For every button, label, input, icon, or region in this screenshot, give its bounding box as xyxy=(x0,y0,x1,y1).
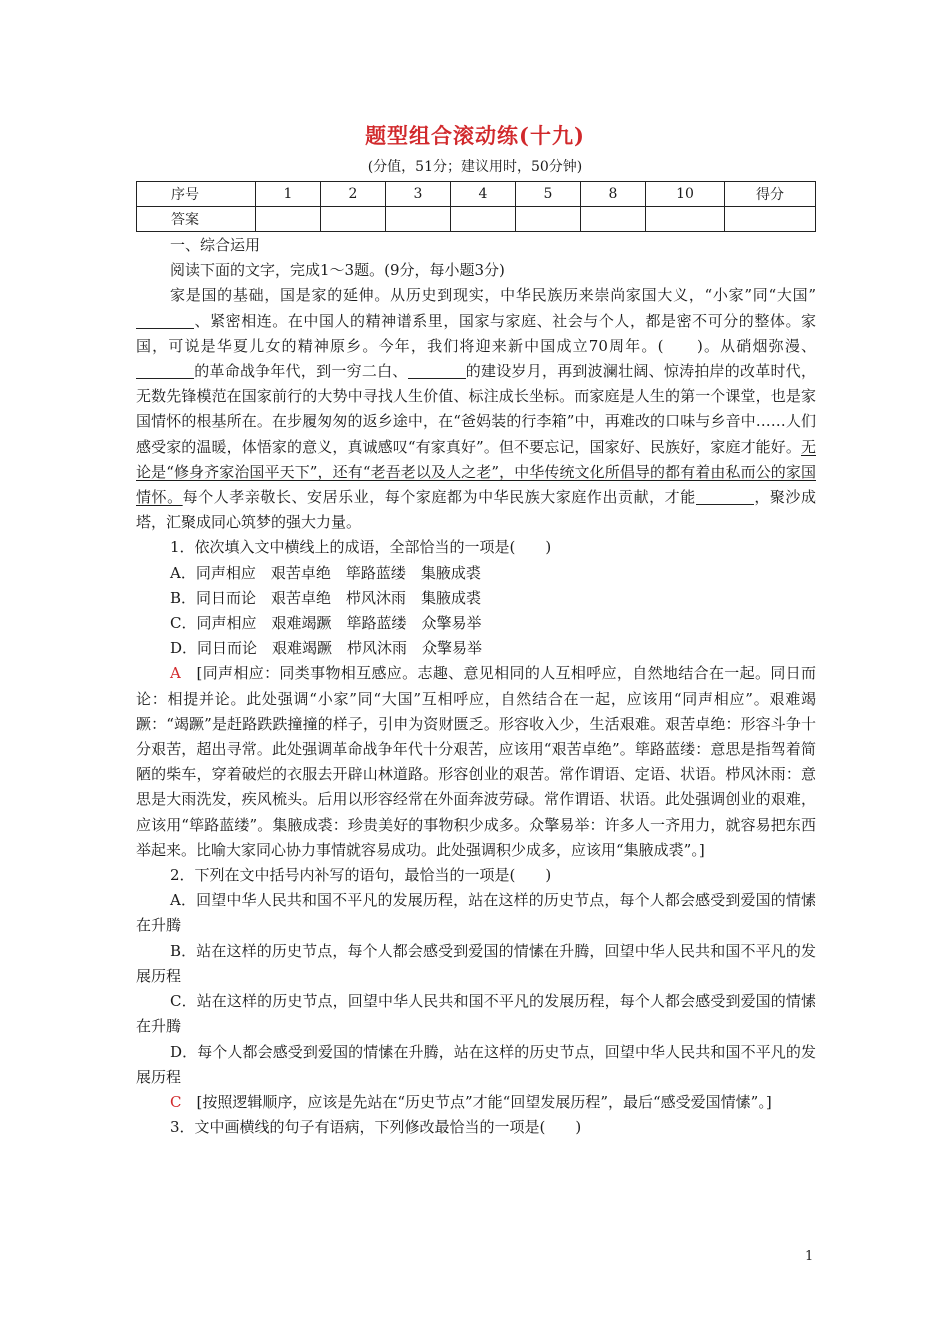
answer-cell xyxy=(321,207,386,232)
section-heading: 一、综合运用 xyxy=(170,236,261,254)
question-1-option-c: C．同声相应 艰难竭蹶 筚路蓝缕 众擎易举 xyxy=(170,614,482,633)
answer-blank xyxy=(136,363,194,379)
reading-passage xyxy=(136,283,816,535)
page-title: 题型组合滚动练(十九) xyxy=(365,123,585,148)
question-2-option-d: D．每个人都会感受到爱国的情愫在升腾，站在这样的历史节点，回望中华人民共和国不平凡的发展历程 xyxy=(136,1042,816,1086)
table-row xyxy=(137,182,816,207)
passage-text: 家是国的基础，国是家的延伸。从历史到现实，中华民族历来崇尚家国大义，“小家”同“大国” xyxy=(170,286,816,305)
underlined-sentence: 无论是“修身齐家治国平天下”，还有“老吾老以及人之老”，中华传统文化所倡导的都有着由私而公的家国情怀。 xyxy=(136,437,816,507)
answer-cell xyxy=(516,207,581,232)
question-3-stem: 3．文中画横线的句子有语病，下列修改最恰当的一项是( ) xyxy=(170,1118,582,1137)
page-number: 1 xyxy=(805,1249,814,1264)
answer-cell xyxy=(725,207,816,232)
answer-cell xyxy=(451,207,516,232)
passage-text: ，聚沙成塔，汇聚成同心筑梦的强大力量。 xyxy=(136,488,816,532)
table-row xyxy=(137,207,816,232)
table-cell: 10 xyxy=(646,182,725,207)
passage-text: 的革命战争年代，到一穷二白、 xyxy=(194,362,408,381)
table-cell: 序号 xyxy=(137,182,256,207)
score-table xyxy=(136,181,816,232)
question-2-option-b: B．站在这样的历史节点，每个人都会感受到爱国的情愫在升腾，回望中华人民共和国不平凡的发展历程 xyxy=(136,941,816,985)
explanation-text: [按照逻辑顺序，应该是先站在“历史节点”才能“回望发展历程”，最后“感受爱国情愫”。] xyxy=(181,1092,772,1111)
answer-blank xyxy=(136,313,194,329)
answer-blank xyxy=(696,489,754,505)
page-subtitle: (分值，51分；建议用时，50分钟) xyxy=(367,159,583,175)
table-cell: 2 xyxy=(321,182,386,207)
question-2-option-c: C．站在这样的历史节点，回望中华人民共和国不平凡的发展历程，每个人都会感受到爱国的情愫在升腾 xyxy=(136,992,816,1036)
question-1-option-d: D．同日而论 艰难竭蹶 栉风沐雨 众擎易举 xyxy=(170,639,483,658)
question-1-stem: 1．依次填入文中横线上的成语，全部恰当的一项是( ) xyxy=(170,538,552,557)
question-2-stem: 2．下列在文中括号内补写的语句，最恰当的一项是( ) xyxy=(170,866,552,885)
table-cell: 得分 xyxy=(725,182,816,207)
table-cell: 4 xyxy=(451,182,516,207)
question-1-option-a: A．同声相应 艰苦卓绝 筚路蓝缕 集腋成裘 xyxy=(170,563,481,582)
table-cell: 答案 xyxy=(137,207,256,232)
question-2-explanation xyxy=(136,1090,816,1115)
answer-cell xyxy=(386,207,451,232)
section-instruction: 阅读下面的文字，完成1～3题。(9分，每小题3分) xyxy=(170,261,505,280)
table-cell: 8 xyxy=(581,182,646,207)
question-2-answer: C xyxy=(170,1092,182,1111)
table-cell: 3 xyxy=(386,182,451,207)
document-body xyxy=(136,233,816,1140)
question-1-explanation xyxy=(136,661,816,863)
passage-text: 的建设岁月，再到波澜壮阔、惊涛拍岸的改革时代，无数先锋模范在国家前行的大势中寻找人生价值、标注成长坐标。而家庭是人生的第一个课堂，也是家国情怀的根基所在。在步履匆匆的返乡途中，在“爸妈装的行李箱”中，再难改的口味与乡音中……人们感受家的温暖，体悟家的意义，真诚感叹“有家真好”。但不要忘记，国家好、民族好，家庭才能好。 xyxy=(136,362,816,456)
question-2-option-a: A．回望中华人民共和国不平凡的发展历程，站在这样的历史节点，每个人都会感受到爱国的情愫在升腾 xyxy=(136,891,816,935)
passage-text: 每个人孝亲敬长、安居乐业，每个家庭都为中华民族大家庭作出贡献，才能 xyxy=(182,488,696,507)
answer-cell xyxy=(256,207,321,232)
answer-cell xyxy=(646,207,725,232)
question-1-answer: A xyxy=(170,664,181,683)
table-cell: 5 xyxy=(516,182,581,207)
table-cell: 1 xyxy=(256,182,321,207)
explanation-text: [同声相应：同类事物相互感应。志趣、意见相同的人互相呼应，自然地结合在一起。同日而论：相提并论。此处强调“小家”同“大国”互相呼应，自然结合在一起，应该用“同声相应”。艰难竭蹶：“竭蹶”是赶路跌跌撞撞的样子，引申为资财匮乏。形容收入少，生活艰难。艰苦卓绝：形容斗争十分艰苦，超出寻常。此处强调革命战争年代十分艰苦，应该用“艰苦卓绝”。筚路蓝缕：意思是指驾着简陋的柴车，穿着破烂的衣服去开辟山林道路。形容创业的艰苦。常作谓语、定语、状语。栉风沐雨：意思是大雨洗发，疾风梳头。后用以形容经常在外面奔波劳碌。常作谓语、状语。此处强调创业的艰难，应该用“筚路蓝缕”。集腋成裘：珍贵美好的事物积少成多。众擎易举：许多人一齐用力，就容易把东西举起来。比喻大家同心协力事情就容易成功。此处强调积少成多，应该用“集腋成裘”。] xyxy=(136,664,816,859)
question-1-option-b: B．同日而论 艰苦卓绝 栉风沐雨 集腋成裘 xyxy=(170,588,482,607)
answer-blank xyxy=(408,363,466,379)
passage-text: 、紧密相连。在中国人的精神谱系里，国家与家庭、社会与个人，都是密不可分的整体。家国，可说是华夏儿女的精神原乡。今年，我们将迎来新中国成立70周年。( )。从硝烟弥漫、 xyxy=(136,311,816,355)
answer-cell xyxy=(581,207,646,232)
